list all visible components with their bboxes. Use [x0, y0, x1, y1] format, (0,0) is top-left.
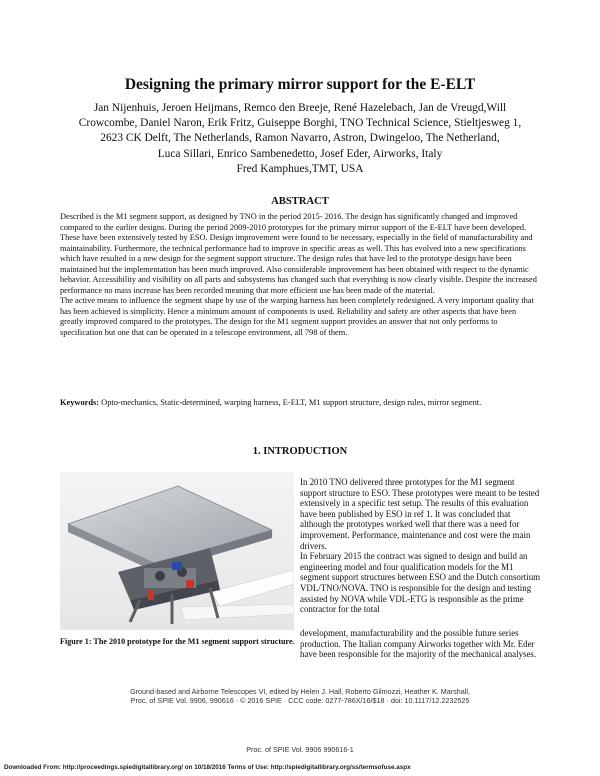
abstract-paragraph: Described is the M1 segment support, as designed by TNO in the period 2015- 2016. The design has significantly changed and improved compared to the earlier designs. During the period 2009-2010 prototypes for the primary mirror support of the E-ELT have been developed. These have been extensively tested by ESO. Design improvement were found to be necessary, especially in the field of manufacturability and maintainability. Furthermore, the technical performance had to improve in specific areas as well. This has evolved into a new specifications which have resulted in a new design for the segment support structure. The design rules that have led to the prototype design have been maintained but the implementation has been much improved. Also considerable improvement has been obtained with respect to the dynamic behavior. Accessibility and visibility on all parts and subsystems has changed such that everything is now clearly visible. Despite the increased performance no mass increase has been recorded meaning that more efficient use has been made of the material. — [60, 212, 537, 295]
paper-title: Designing the primary mirror support for the E-ELT — [124, 76, 476, 93]
page-number: Proc. of SPIE Vol. 9906 990616-1 — [246, 745, 354, 754]
footer-line: Proc. of SPIE Vol. 9906, 990616 · © 2016 SPIE · CCC code: 0277-786X/16/$18 · doi: 10.1117/12.2232525 — [130, 696, 470, 706]
author-line: Fred Kamphues,TMT, USA — [236, 162, 364, 175]
prototype-photo-illustration — [60, 472, 294, 630]
introduction-continued: development, manufacturability and the possible future series production. The Italian company Airworks together with Mr. Eder have been responsible for the majority of the mechanical analyses. — [300, 628, 537, 660]
author-line: Crowcombe, Daniel Naron, Erik Fritz, Guiseppe Borghi, TNO Technical Science, Stieltjesweg 1, — [78, 117, 522, 130]
figure-prototype-photo — [60, 472, 294, 630]
abstract-body — [60, 212, 540, 339]
intro-paragraph: In February 2015 the contract was signed to design and build an engineering model and four qualification models for the M1 segment support structures between ESO and the Dutch consortium VDL/TNO/NOVA. TNO is responsible for the design and testing assisted by NOVA while VDL-ETG is responsible as the prime contractor for the total — [300, 551, 541, 615]
section-heading-introduction: 1. INTRODUCTION — [252, 446, 348, 457]
keywords — [60, 398, 540, 409]
figure-caption: Figure 1: The 2010 prototype for the M1 segment support structure. — [60, 637, 295, 646]
intro-paragraph: In 2010 TNO delivered three prototypes for the M1 segment support structure to ESO. These prototypes were meant to be tested extensively in a specific test setup. The results of this evaluation have been published by ESO in ref 1. It was concluded that although the prototypes worked well that there was a need for improvement. Performance, maintenance and cost were the main drivers. — [300, 477, 540, 551]
author-line: Jan Nijenhuis, Jeroen Heijmans, Remco den Breeje, René Hazelebach, Jan de Vreugd,Will — [93, 102, 507, 114]
author-line: 2623 CK Delft, The Netherlands, Ramon Navarro, Astron, Dwingeloo, The Netherland, — [100, 132, 500, 145]
proceedings-footer — [60, 687, 540, 706]
keywords-label: Keywords: — [60, 398, 100, 407]
introduction-column — [300, 477, 543, 615]
abstract-heading: ABSTRACT — [271, 196, 329, 207]
author-list — [40, 101, 560, 177]
download-notice: Downloaded From: http://proceedings.spiedigitallibrary.org/ on 10/18/2016 Terms of Use: http://spiedigitallibrary.org/ss/termsofuse.aspx — [4, 764, 411, 771]
footer-line: Ground-based and Airborne Telescopes VI, edited by Helen J. Hall, Roberto Gilmozzi, Heather K. Marshall, — [130, 687, 470, 696]
abstract-paragraph: The active means to influence the segment shape by use of the warping harness has been completely redesigned. A very important quality that has been achieved is simplicity. Hence a minimum amount of components is used. Reliability and safety are other aspects that have been greatly improved compared to the prototypes. The design for the M1 segment support provides an answer that not only performs to specification but one that can be operated in a telescope environment, all 798 of them. — [60, 296, 534, 338]
keywords-text: Opto-mechanics, Static-determined, warping harness, E-ELT, M1 support structure, design rules, mirror segment. — [101, 398, 482, 407]
author-line: Luca Sillari, Enrico Sambenedetto, Josef Eder, Airworks, Italy — [157, 147, 443, 160]
